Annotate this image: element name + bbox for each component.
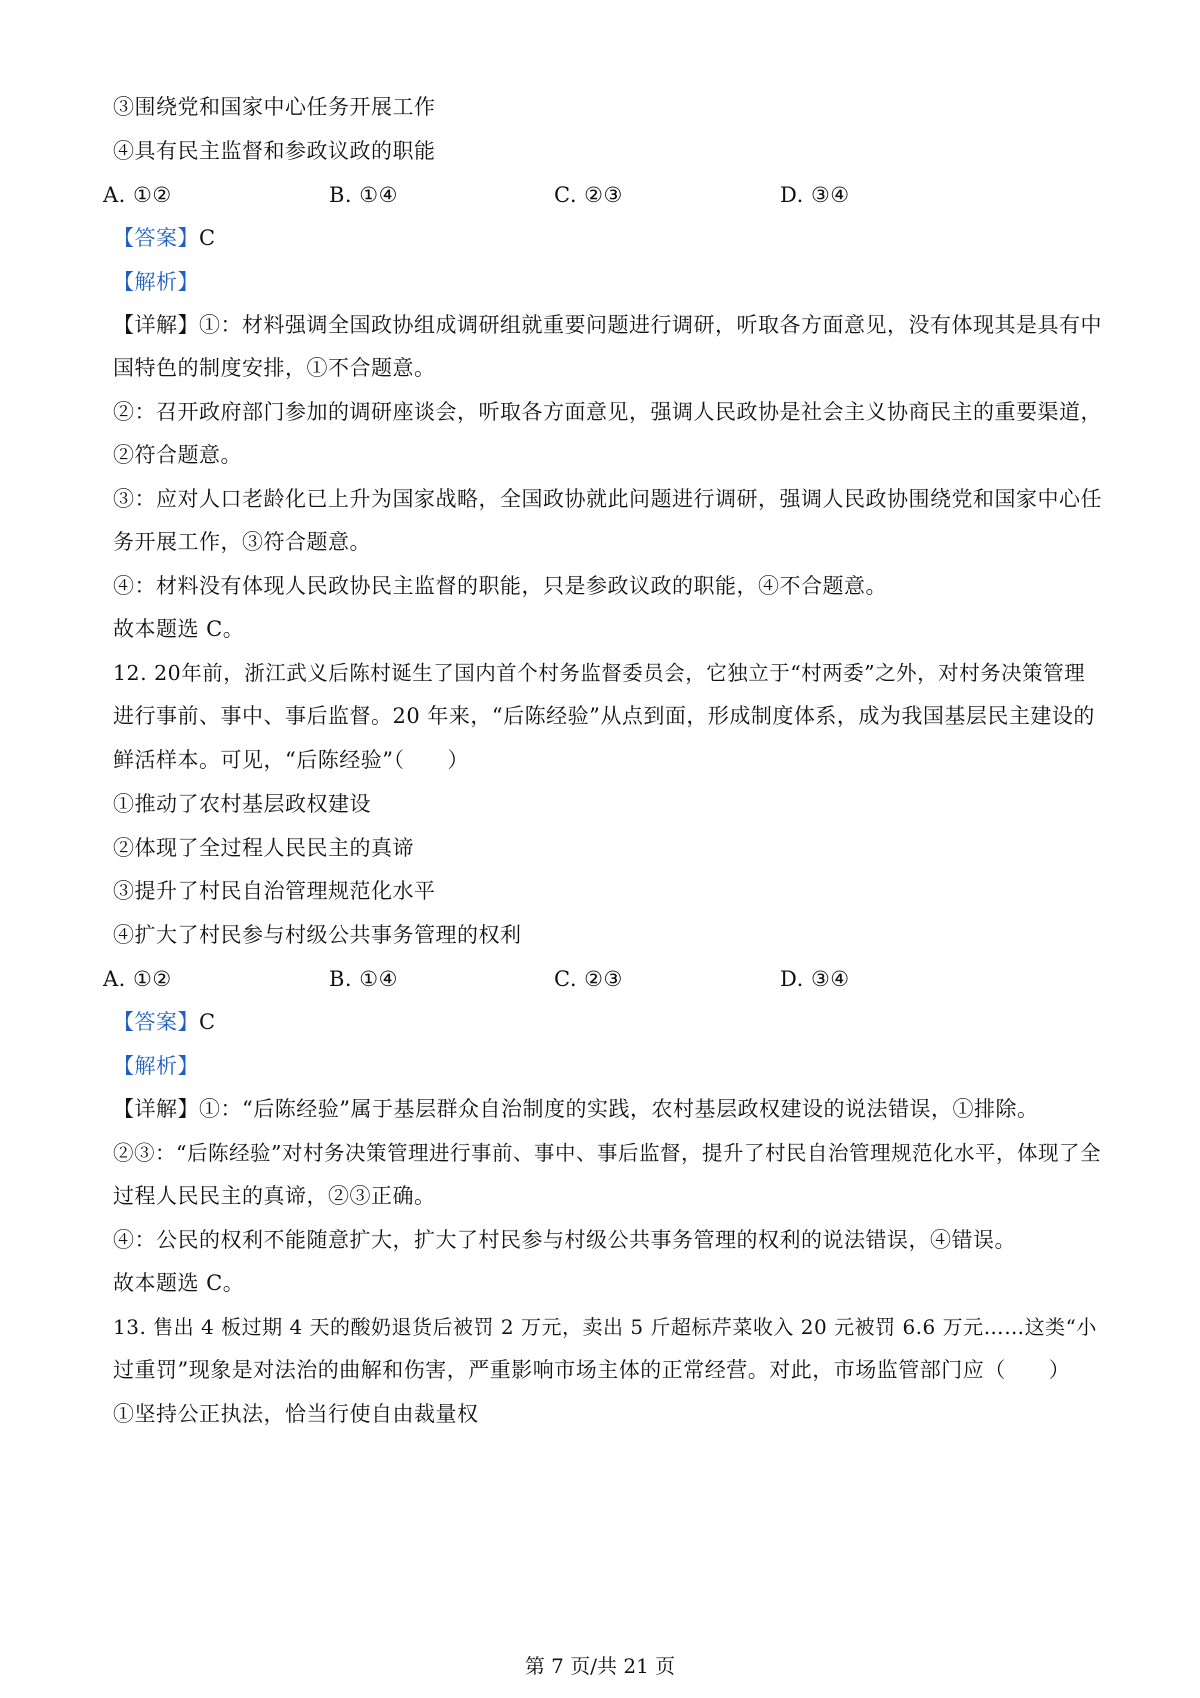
answer-label: 【答案】	[113, 226, 199, 250]
q11-analysis-label: 【解析】	[113, 270, 199, 294]
answer-value: C	[199, 1010, 216, 1034]
q11-detail-2b: ②符合题意。	[113, 443, 242, 467]
q11-detail-1a	[113, 310, 1103, 340]
q12-detail-1	[113, 1094, 1103, 1124]
q12-detail-2b: 过程人民民主的真谛，②③正确。	[113, 1184, 436, 1208]
answer-label: 【答案】	[113, 1010, 199, 1034]
answer-value: C	[199, 226, 216, 250]
q12-option-4: ④扩大了村民参与村级公共事务管理的权利	[113, 923, 522, 947]
choice-d: D. ③④	[780, 967, 850, 991]
q12-stem-b: 进行事前、事中、事后监督。20 年来，“后陈经验”从点到面，形成制度体系，成为我国基层民主建设的	[113, 704, 1095, 728]
q13-option-1: ①坚持公正执法，恰当行使自由裁量权	[113, 1402, 479, 1426]
choice-a: A. ①②	[103, 967, 172, 991]
choice-b: B. ①④	[329, 967, 398, 991]
q12-analysis-label: 【解析】	[113, 1054, 199, 1078]
q12-option-2: ②体现了全过程人民民主的真谛	[113, 836, 414, 860]
q11-detail-3a: ③：应对人口老龄化已上升为国家战略，全国政协就此问题进行调研，强调人民政协围绕党和国家中心任	[113, 487, 1102, 511]
q13-stem-a: 13. 售出 4 板过期 4 天的酸奶退货后被罚 2 万元，卖出 5 斤超标芹菜收入 20 元被罚 6.6 万元……这类“小	[113, 1315, 1097, 1339]
q11-option-3: ③围绕党和国家中心任务开展工作	[113, 95, 436, 119]
choice-d: D. ③④	[780, 183, 850, 207]
detail-label: 【详解】	[113, 1097, 199, 1121]
q12-option-3: ③提升了村民自治管理规范化水平	[113, 879, 436, 903]
q12-answer	[113, 1007, 1103, 1037]
choice-a: A. ①②	[103, 183, 172, 207]
choice-c: C. ②③	[554, 183, 623, 207]
q11-detail-2a: ②：召开政府部门参加的调研座谈会，听取各方面意见，强调人民政协是社会主义协商民主的重要渠道，	[113, 400, 1102, 424]
q12-stem-a: 12. 20年前，浙江武义后陈村诞生了国内首个村务监督委员会，它独立于“村两委”之外，对村务决策管理	[113, 661, 1086, 685]
q11-detail-4: ④：材料没有体现人民政协民主监督的职能，只是参政议政的职能，④不合题意。	[113, 574, 887, 598]
q11-detail-1b: 国特色的制度安排，①不合题意。	[113, 356, 436, 380]
choice-b: B. ①④	[329, 183, 398, 207]
q12-option-1: ①推动了农村基层政权建设	[113, 792, 371, 816]
q12-detail-2a: ②③：“后陈经验”对村务决策管理进行事前、事中、事后监督，提升了村民自治管理规范化水平，体现了全	[113, 1141, 1101, 1165]
q13-stem-b: 过重罚”现象是对法治的曲解和伤害，严重影响市场主体的正常经营。对此，市场监管部门应（ ）	[113, 1358, 1071, 1382]
detail-text: ①：“后陈经验”属于基层群众自治制度的实践，农村基层政权建设的说法错误，①排除。	[199, 1097, 1039, 1121]
detail-label: 【详解】	[113, 313, 199, 337]
choice-c: C. ②③	[554, 967, 623, 991]
q11-answer	[113, 223, 1103, 253]
q12-stem-c: 鲜活样本。可见，“后陈经验”（ ）	[113, 748, 469, 772]
page-number: 第 7 页/共 21 页	[524, 1654, 676, 1678]
q12-detail-3: ④：公民的权利不能随意扩大，扩大了村民参与村级公共事务管理的权利的说法错误，④错误。	[113, 1228, 1016, 1252]
q11-detail-3b: 务开展工作，③符合题意。	[113, 530, 371, 554]
q11-option-4: ④具有民主监督和参政议政的职能	[113, 139, 436, 163]
detail-text: ①：材料强调全国政协组成调研组就重要问题进行调研，听取各方面意见，没有体现其是具有中	[199, 313, 1102, 337]
q12-conclusion: 故本题选 C。	[113, 1271, 245, 1295]
q11-conclusion: 故本题选 C。	[113, 617, 245, 641]
